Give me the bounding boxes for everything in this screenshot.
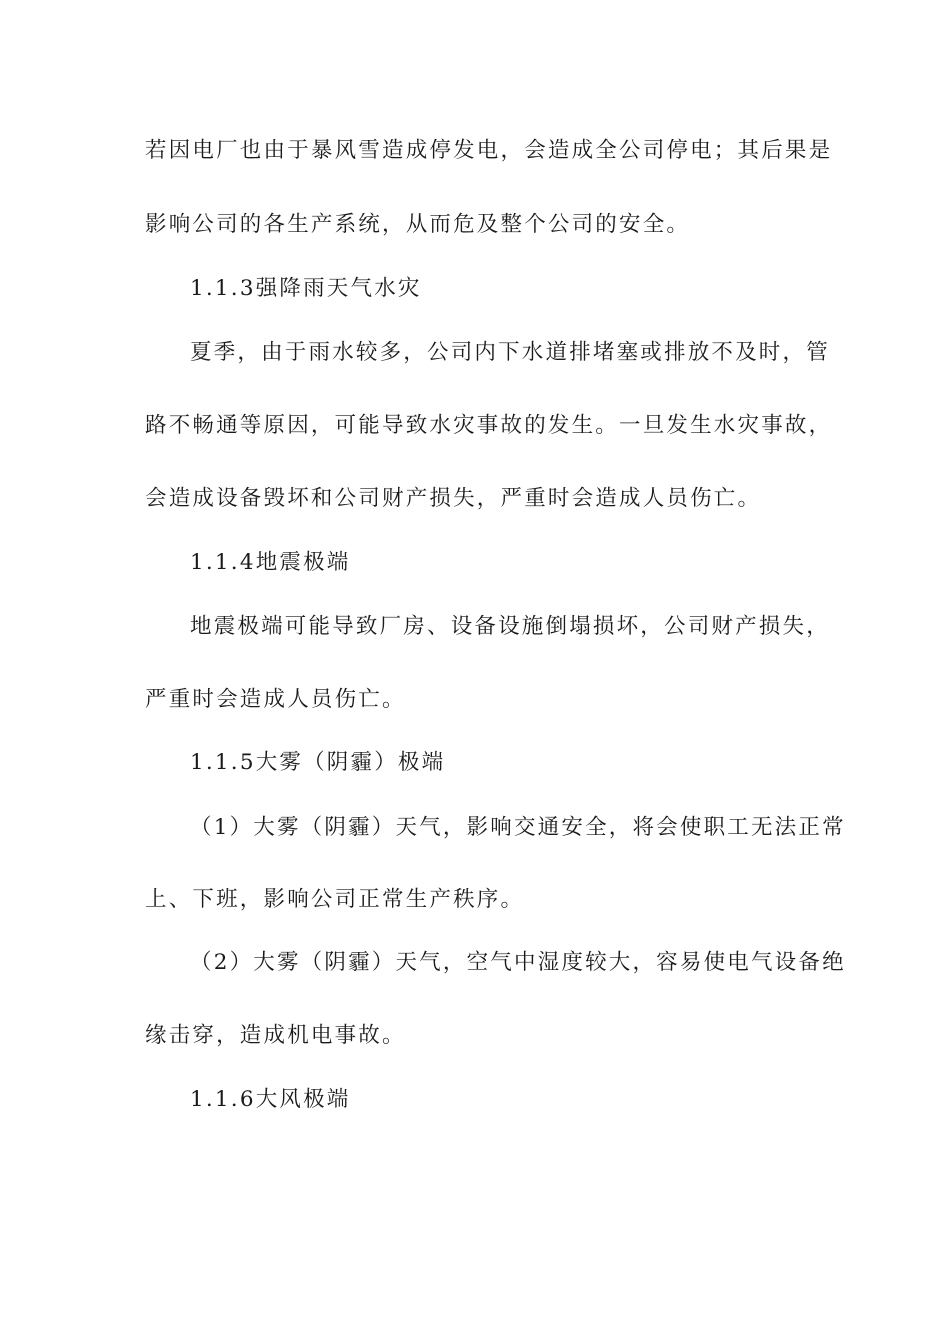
section-heading-1-1-5: 1.1.5大雾（阴霾）极端 <box>190 750 446 775</box>
section-heading-1-1-6: 1.1.6大风极端 <box>190 1087 351 1112</box>
paragraph-line: 上、下班，影响公司正常生产秩序。 <box>145 887 525 912</box>
paragraph-line: （2）大雾（阴霾）天气，空气中湿度较大，容易使电气设备绝 <box>190 950 846 975</box>
paragraph-line: 会造成设备毁坏和公司财产损失，严重时会造成人员伤亡。 <box>145 486 762 511</box>
paragraph-line: 地震极端可能导致厂房、设备设施倒塌损坏，公司财产损失， <box>190 614 830 639</box>
paragraph-line: 路不畅通等原因，可能导致水灾事故的发生。一旦发生水灾事故， <box>145 413 833 438</box>
section-heading-1-1-3: 1.1.3强降雨天气水灾 <box>190 276 422 301</box>
paragraph-line: 夏季，由于雨水较多，公司内下水道排堵塞或排放不及时，管 <box>190 340 830 365</box>
section-heading-1-1-4: 1.1.4地震极端 <box>190 550 351 575</box>
paragraph-line: （1）大雾（阴霾）天气，影响交通安全，将会使职工无法正常 <box>190 815 846 840</box>
paragraph-line: 影响公司的各生产系统，从而危及整个公司的安全。 <box>145 212 691 237</box>
paragraph-line: 若因电厂也由于暴风雪造成停发电，会造成全公司停电；其后果是 <box>145 138 833 163</box>
paragraph-line: 严重时会造成人员伤亡。 <box>145 687 406 712</box>
paragraph-line: 缘击穿，造成机电事故。 <box>145 1023 406 1048</box>
